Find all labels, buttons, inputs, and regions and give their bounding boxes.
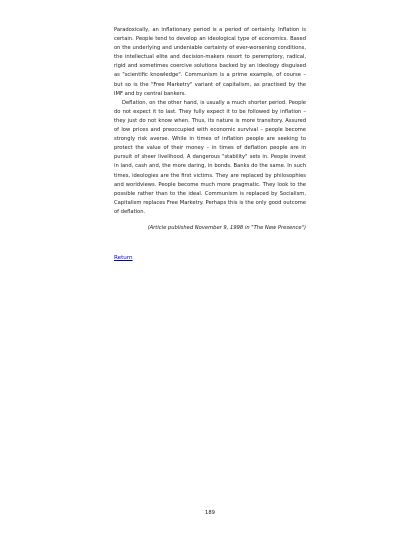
paragraph-inflation: Paradoxically, an inflationary period is a period of certainty. Inflation is certain. People tend to develop an ideological type of economics. Based on the underlying and undeniable certainty of ever-worsening conditions, the intellectual elite and decision-makers resort to peremptory, radical, rigid and sometimes coercive solutions backed by an ideology disguised as "scientific knowledge". Communism is a prime example, of course – but so is the "Free Marketry" variant of capitalism, as practised by the IMF and by central bankers.	[114, 27, 306, 97]
article-citation: (Article published November 9, 1998 in "The New Presence")	[147, 224, 306, 231]
document-body	[114, 26, 306, 263]
paragraph-deflation: Deflation, on the other hand, is usually a much shorter period. People do not expect it to last. They fully expect it to be followed by inflation – they just do not know when. Thus, its nature is more transitory. Assured of low prices and preoccupied with economic survival – people become strongly risk averse. While in times of inflation people are seeking to protect the value of their money – in times of deflation people are in pursuit of sheer livelihood. A dangerous "stability" sets in. People invest in land, cash and, the more daring, in bonds. Banks do the same. In such times, ideologies are the first victims. They are replaced by philosophies and worldviews. People become much more pragmatic. They look to the possible rather than to the ideal. Communism is replaced by Socialism, Capitalism replaces Free Marketry. Perhaps this is the only good outcome of deflation.	[114, 99, 306, 215]
return-link[interactable]: Return	[114, 254, 133, 261]
page-number: 189	[205, 510, 215, 516]
